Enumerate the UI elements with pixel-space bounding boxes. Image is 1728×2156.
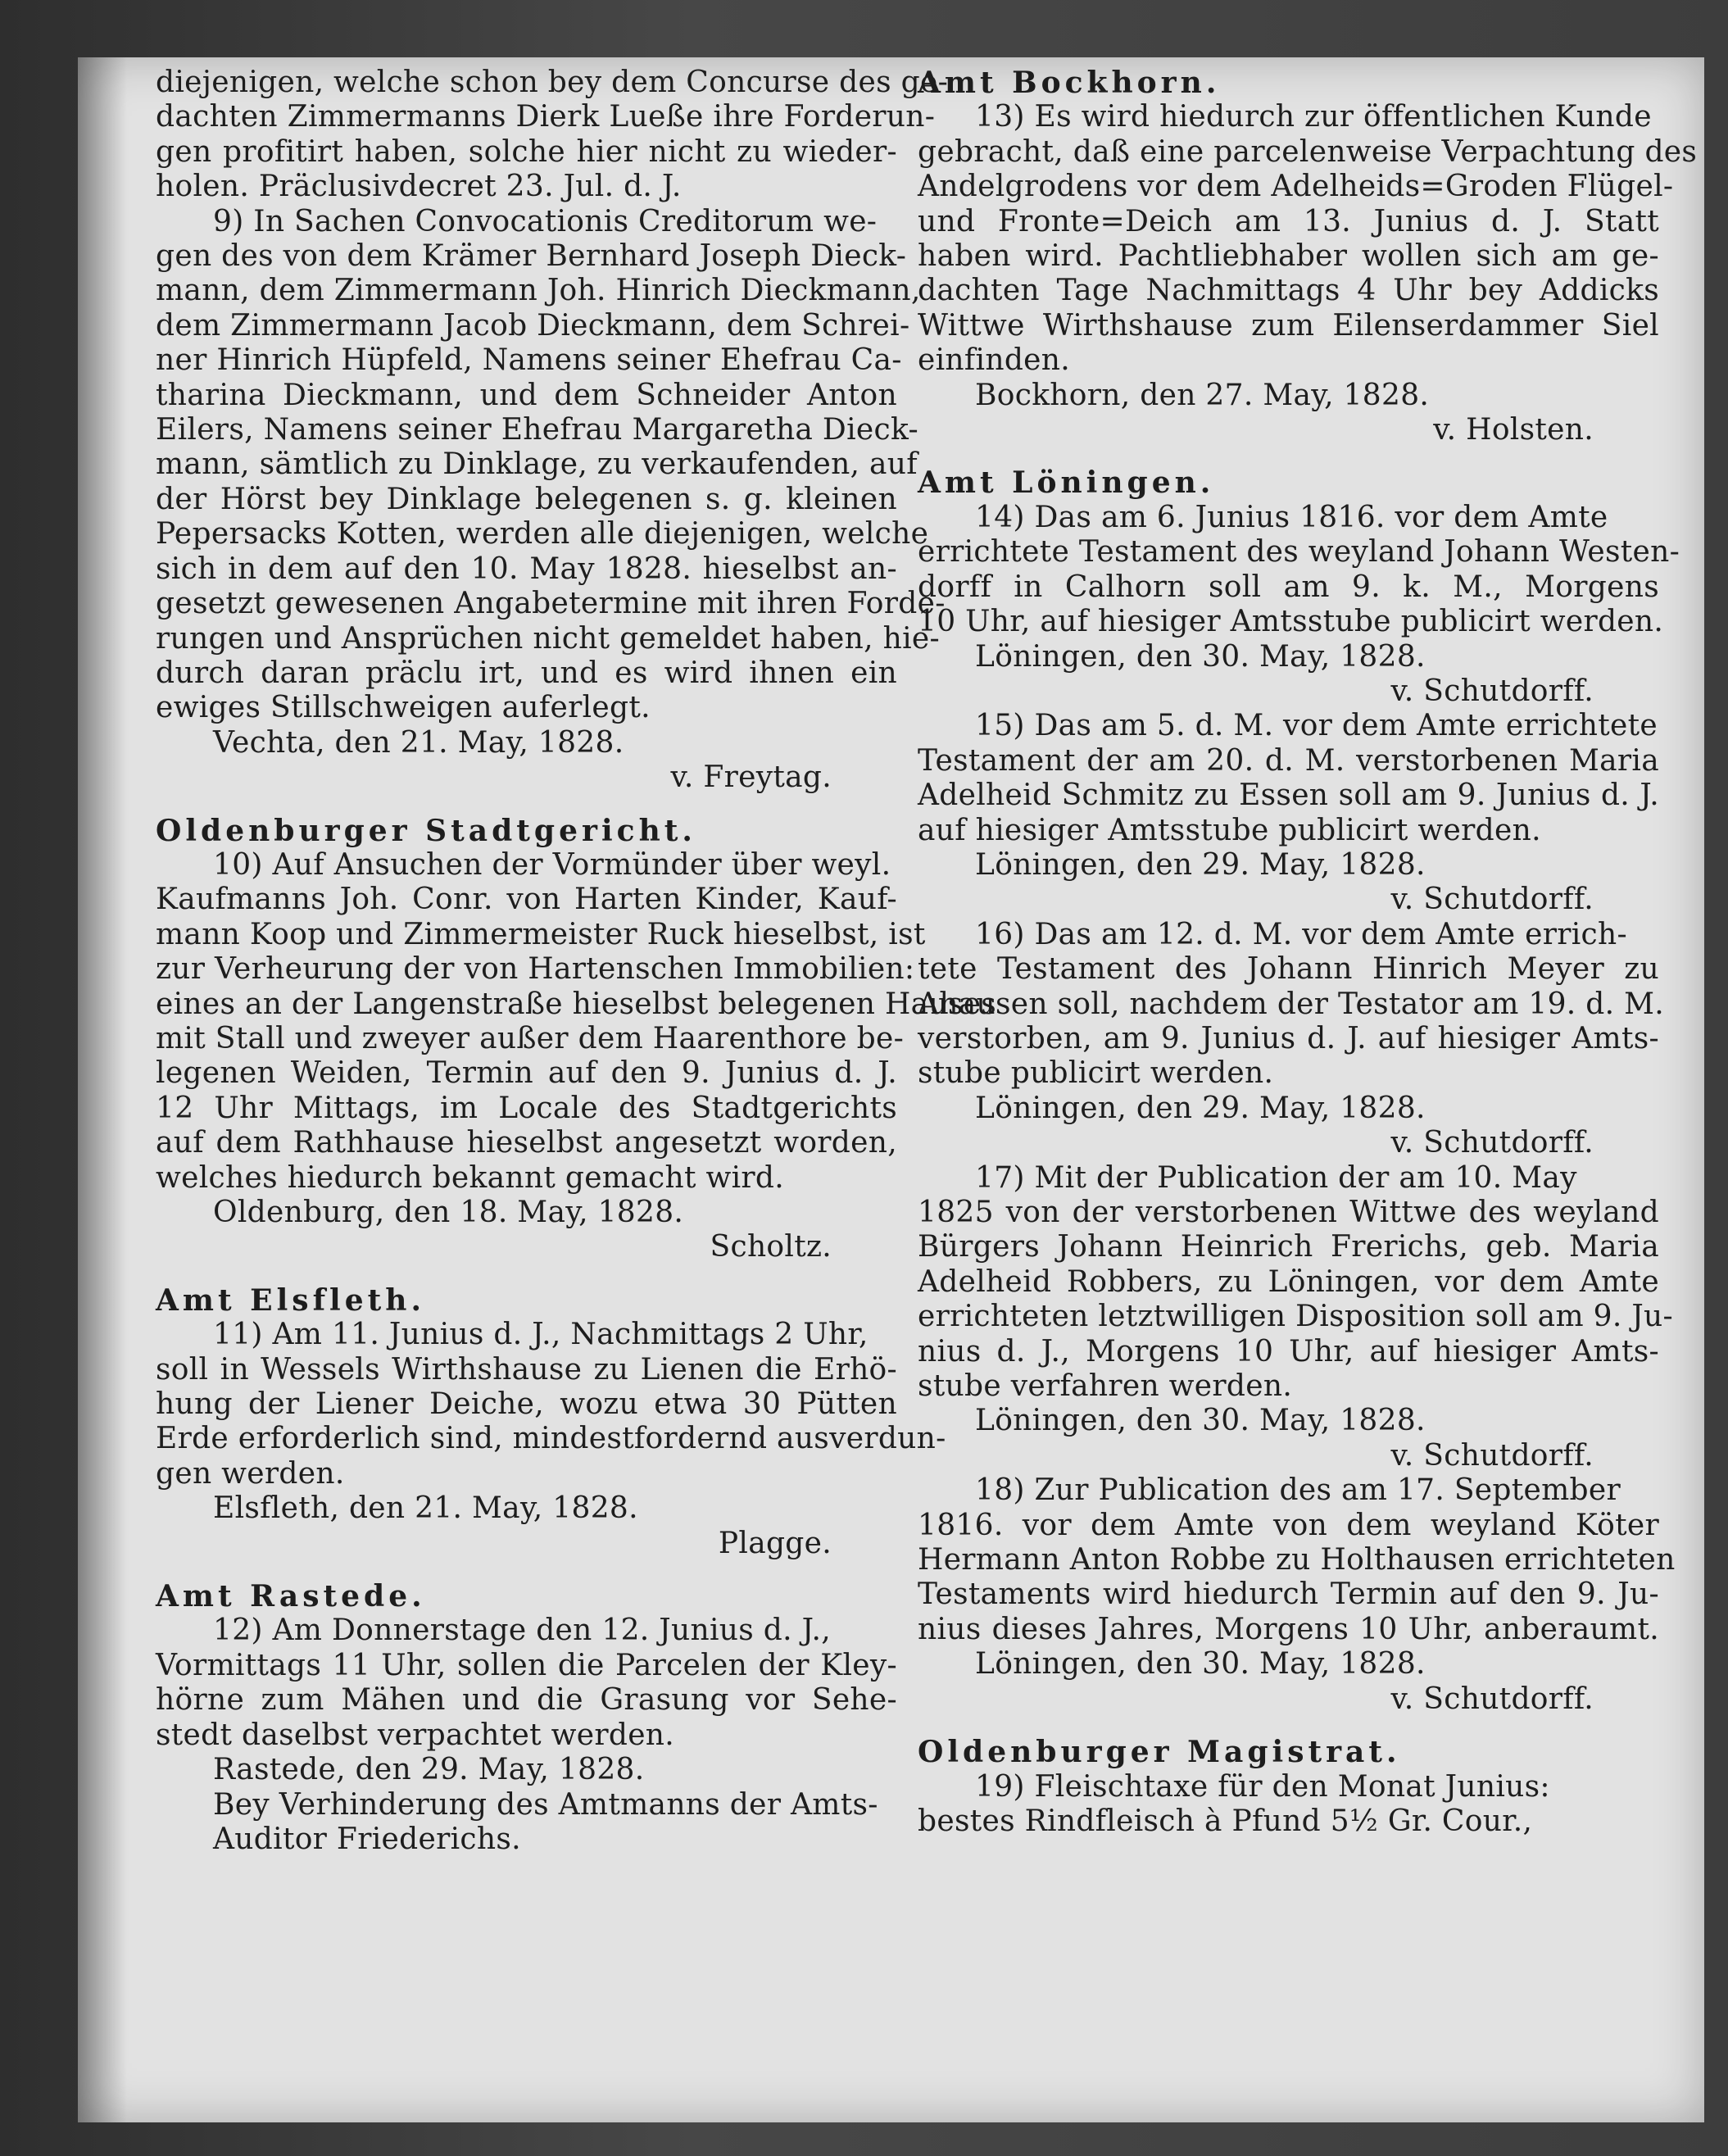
- text-line: 14) Das am 6. Junius 1816. vor dem Amte: [975, 500, 1608, 534]
- text-line: 16) Das am 12. d. M. vor dem Amte errich-: [975, 917, 1627, 951]
- text-line: auf hiesiger Amtsstube publicirt werden.: [918, 813, 1541, 847]
- text-line: stube verfahren werden.: [918, 1369, 1293, 1404]
- text-line: mann Koop und Zimmermeister Ruck hieselbst, ist: [156, 917, 926, 951]
- text-line: gesetzt gewesenen Angabetermine mit ihren Forde-: [156, 587, 946, 621]
- text-line: Erde erforderlich sind, mindestfordernd ausverdun-: [156, 1422, 946, 1456]
- text-line: Löningen, den 30. May, 1828.: [975, 1404, 1426, 1438]
- text-line: Bockhorn, den 27. May, 1828.: [975, 378, 1430, 412]
- text-line: 18) Zur Publication des am 17. September: [975, 1473, 1621, 1508]
- text-line: 10 Uhr, auf hiesiger Amtsstube publicirt werden.: [918, 605, 1664, 639]
- section-heading: Amt Elsfleth.: [156, 1282, 425, 1318]
- section-heading: Amt Löningen.: [918, 465, 1215, 501]
- text-line: Kaufmanns Joh. Conr. von Harten Kinder, Kauf-: [156, 883, 897, 917]
- section-heading: Oldenburger Stadtgericht.: [156, 813, 696, 848]
- text-line: Elsfleth, den 21. May, 1828.: [213, 1491, 638, 1526]
- text-line: Vormittags 11 Uhr, sollen die Parcelen der Kley-: [156, 1648, 897, 1682]
- text-line: Testaments wird hiedurch Termin auf den 9. Ju-: [918, 1577, 1659, 1612]
- text-line: nius d. J., Morgens 10 Uhr, auf hiesiger Amts-: [918, 1334, 1659, 1368]
- text-line: mann, dem Zimmermann Joh. Hinrich Dieckmann,: [156, 274, 921, 308]
- text-line: gen des von dem Krämer Bernhard Joseph Dieck-: [156, 239, 907, 274]
- text-line: ewiges Stillschweigen auferlegt.: [156, 691, 651, 725]
- text-line: verstorben, am 9. Junius d. J. auf hiesiger Amts-: [918, 1021, 1659, 1055]
- text-line: Löningen, den 30. May, 1828.: [975, 1647, 1426, 1682]
- text-line: haben wird. Pachtliebhaber wollen sich am ge-: [918, 239, 1659, 274]
- text-line: bestes Rindfleisch à Pfund 5½ Gr. Cour.,: [918, 1804, 1533, 1838]
- text-line: mit Stall und zweyer außer dem Haarenthore be-: [156, 1021, 905, 1055]
- text-line: tharina Dieckmann, und dem Schneider Anton: [156, 378, 897, 412]
- text-line: welches hiedurch bekannt gemacht wird.: [156, 1160, 784, 1195]
- text-line: Testament der am 20. d. M. verstorbenen Maria: [918, 743, 1659, 778]
- signature-line: v. Schutdorff.: [1390, 1438, 1594, 1473]
- text-line: nius dieses Jahres, Morgens 10 Uhr, anberaumt.: [918, 1612, 1659, 1646]
- text-line: zur Verheurung der von Hartenschen Immobilien:: [156, 952, 915, 987]
- text-line: Löningen, den 29. May, 1828.: [975, 847, 1426, 882]
- text-line: 10) Auf Ansuchen der Vormünder über weyl.: [213, 847, 891, 882]
- text-line: 15) Das am 5. d. M. vor dem Amte errichtete: [975, 709, 1658, 743]
- text-line: Wittwe Wirthshause zum Eilenserdammer Siel: [918, 308, 1659, 343]
- text-line: 1825 von der verstorbenen Wittwe des weyland: [918, 1196, 1659, 1229]
- text-line: sich in dem auf den 10. May 1828. hieselbst an-: [156, 551, 897, 586]
- text-line: holen. Präclusivdecret 23. Jul. d. J.: [156, 170, 682, 204]
- text-line: errichtete Testament des weyland Johann Westen-: [918, 535, 1680, 570]
- text-line: eines an der Langenstraße hieselbst belegenen Hauses: [156, 987, 997, 1021]
- text-line: 12) Am Donnerstage den 12. Junius d. J.,: [213, 1614, 832, 1648]
- signature-line: v. Freytag.: [670, 760, 832, 795]
- text-line: mann, sämtlich zu Dinklage, zu verkaufenden, auf: [156, 447, 918, 482]
- signature-line: Scholtz.: [710, 1230, 832, 1264]
- text-line: 11) Am 11. Junius d. J., Nachmittags 2 Uhr,: [213, 1318, 869, 1352]
- text-line: soll in Wessels Wirthshause zu Lienen die Erhö-: [156, 1352, 897, 1387]
- signature-line: v. Schutdorff.: [1390, 674, 1594, 708]
- signature-line: v. Schutdorff.: [1390, 1126, 1594, 1160]
- text-line: Adelheid Robbers, zu Löningen, vor dem Amte: [918, 1264, 1659, 1299]
- text-line: Pepersacks Kotten, werden alle diejenigen, welche: [156, 517, 929, 551]
- signature-line: v. Schutdorff.: [1390, 1682, 1594, 1716]
- text-line: hung der Liener Deiche, wozu etwa 30 Pütten: [156, 1387, 897, 1422]
- text-line: 12 Uhr Mittags, im Locale des Stadtgerichts: [156, 1091, 897, 1125]
- text-line: Ahausen soll, nachdem der Testator am 19. d. M.: [918, 987, 1665, 1021]
- text-line: gen werden.: [156, 1456, 345, 1491]
- text-line: 13) Es wird hiedurch zur öffentlichen Kunde: [975, 100, 1652, 134]
- right-text-column: [918, 66, 1698, 1839]
- text-line: Bey Verhinderung des Amtmanns der Amts-: [213, 1787, 878, 1822]
- text-line: diejenigen, welche schon bey dem Concurse des ge-: [156, 66, 949, 99]
- text-line: rungen und Ansprüchen nicht gemeldet haben, hie-: [156, 621, 940, 656]
- text-line: 1816. vor dem Amte von dem weyland Köter: [918, 1508, 1659, 1542]
- text-line: dem Zimmermann Jacob Dieckmann, dem Schrei-: [156, 308, 910, 343]
- text-line: stube publicirt werden.: [918, 1056, 1274, 1091]
- section-heading: Amt Bockhorn.: [918, 66, 1221, 100]
- text-line: durch daran präclu irt, und es wird ihnen ein: [156, 656, 897, 690]
- text-line: Rastede, den 29. May, 1828.: [213, 1753, 645, 1787]
- text-line: Andelgrodens vor dem Adelheids=Groden Flügel-: [918, 170, 1674, 204]
- text-line: errichteten letztwilligen Disposition soll am 9. Ju-: [918, 1300, 1673, 1334]
- page-gutter-shadow: [78, 57, 127, 2122]
- section-heading: Amt Rastede.: [156, 1579, 426, 1614]
- text-line: 19) Fleischtaxe für den Monat Junius:: [975, 1769, 1550, 1804]
- text-line: auf dem Rathhause hieselbst angesetzt worden,: [156, 1126, 897, 1160]
- text-line: Eilers, Namens seiner Ehefrau Margaretha Dieck-: [156, 413, 918, 447]
- text-line: legenen Weiden, Termin auf den 9. Junius d. J.: [156, 1056, 897, 1091]
- section-heading: Oldenburger Magistrat.: [918, 1735, 1401, 1770]
- text-line: Löningen, den 30. May, 1828.: [975, 639, 1426, 674]
- text-line: einfinden.: [918, 343, 1071, 378]
- text-line: dachten Tage Nachmittags 4 Uhr bey Addicks: [918, 274, 1659, 308]
- text-line: dorff in Calhorn soll am 9. k. M., Morgens: [918, 570, 1659, 604]
- text-line: stedt daselbst verpachtet werden.: [156, 1718, 675, 1752]
- text-line: hörne zum Mähen und die Grasung vor Sehe-: [156, 1683, 897, 1718]
- text-line: und Fronte=Deich am 13. Junius d. J. Statt: [918, 204, 1659, 238]
- text-line: Adelheid Schmitz zu Essen soll am 9. Junius d. J.: [918, 778, 1659, 813]
- signature-line: v. Schutdorff.: [1390, 883, 1594, 917]
- signature-line: Plagge.: [718, 1526, 832, 1560]
- text-line: gen profitirt haben, solche hier nicht zu wieder-: [156, 134, 897, 169]
- text-line: tete Testament des Johann Hinrich Meyer zu: [918, 952, 1659, 987]
- text-line: Hermann Anton Robbe zu Holthausen errichteten: [918, 1543, 1676, 1577]
- text-line: Löningen, den 29. May, 1828.: [975, 1091, 1426, 1125]
- text-line: Oldenburg, den 18. May, 1828.: [213, 1196, 684, 1229]
- text-line: Vechta, den 21. May, 1828.: [213, 725, 624, 760]
- text-line: 9) In Sachen Convocationis Creditorum we-: [213, 204, 878, 238]
- text-line: 17) Mit der Publication der am 10. May: [975, 1160, 1577, 1195]
- text-line: Bürgers Johann Heinrich Frerichs, geb. Maria: [918, 1230, 1659, 1264]
- signature-line: v. Holsten.: [1433, 413, 1594, 447]
- text-line: der Hörst bey Dinklage belegenen s. g. kleinen: [156, 482, 897, 516]
- text-line: dachten Zimmermanns Dierk Lueße ihre Forderun-: [156, 100, 936, 134]
- text-line: ner Hinrich Hüpfeld, Namens seiner Ehefrau Ca-: [156, 343, 902, 378]
- text-line: Auditor Friederichs.: [213, 1822, 521, 1856]
- text-line: gebracht, daß eine parcelenweise Verpachtung des: [918, 134, 1698, 169]
